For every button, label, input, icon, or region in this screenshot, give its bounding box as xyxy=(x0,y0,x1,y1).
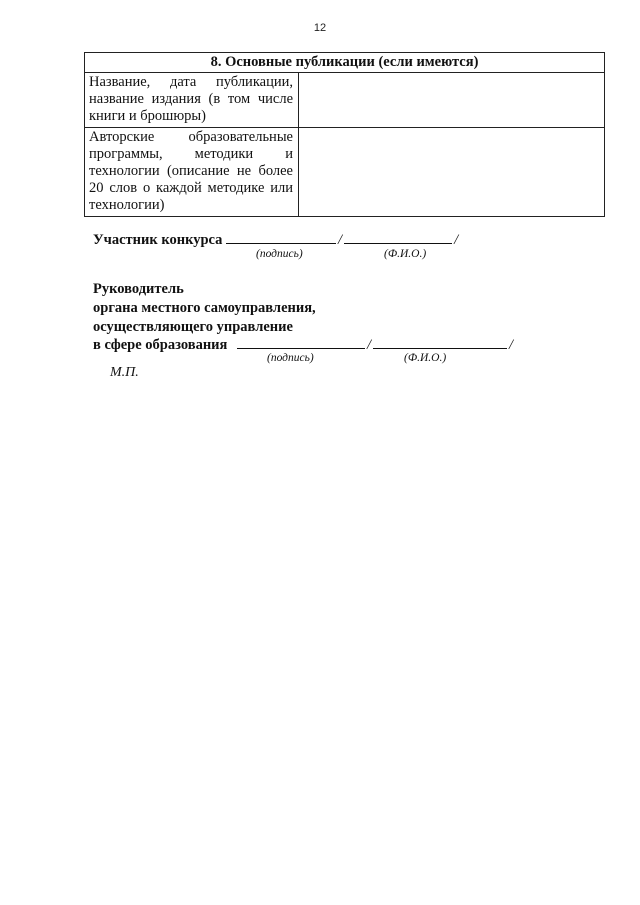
head-title-line2: органа местного самоуправления, xyxy=(93,300,316,316)
row-label-programs: Авторские образовательные программы, методики и технологии (описание не более 20 слов о каждой методике или технологии) xyxy=(85,128,299,217)
head-separator: / xyxy=(367,337,372,353)
head-end-slash: / xyxy=(509,337,514,353)
participant-label: Участник конкурса xyxy=(93,232,223,248)
head-name-blank[interactable] xyxy=(373,335,507,349)
participant-name-blank[interactable] xyxy=(344,230,452,244)
participant-signature-caption: (подпись) xyxy=(256,248,303,260)
head-title-line4: в сфере образования xyxy=(93,337,228,353)
head-title-line3: осуществляющего управление xyxy=(93,319,293,335)
table-header-row xyxy=(85,53,605,73)
table-row xyxy=(85,73,605,128)
head-name-caption: (Ф.И.О.) xyxy=(404,352,447,364)
participant-signature-blank[interactable] xyxy=(226,230,336,244)
participant-end-slash: / xyxy=(454,232,459,248)
head-title-line1: Руководитель xyxy=(93,281,184,297)
stamp-place: М.П. xyxy=(110,365,139,380)
row-label-publications: Название, дата публикации, название издания (в том числе книги и брошюры) xyxy=(85,73,299,128)
table-title: 8. Основные публикации (если имеются) xyxy=(85,53,605,73)
page-number: 12 xyxy=(313,22,327,34)
row-value-publications[interactable] xyxy=(299,73,605,128)
head-title-block xyxy=(93,280,316,337)
participant-signature-line xyxy=(93,230,460,249)
row-value-programs[interactable] xyxy=(299,128,605,217)
head-signature-caption: (подпись) xyxy=(267,352,314,364)
table-row xyxy=(85,128,605,217)
publications-table xyxy=(84,52,605,217)
participant-name-caption: (Ф.И.О.) xyxy=(384,248,427,260)
participant-separator: / xyxy=(338,232,343,248)
head-signature-blank[interactable] xyxy=(237,335,365,349)
